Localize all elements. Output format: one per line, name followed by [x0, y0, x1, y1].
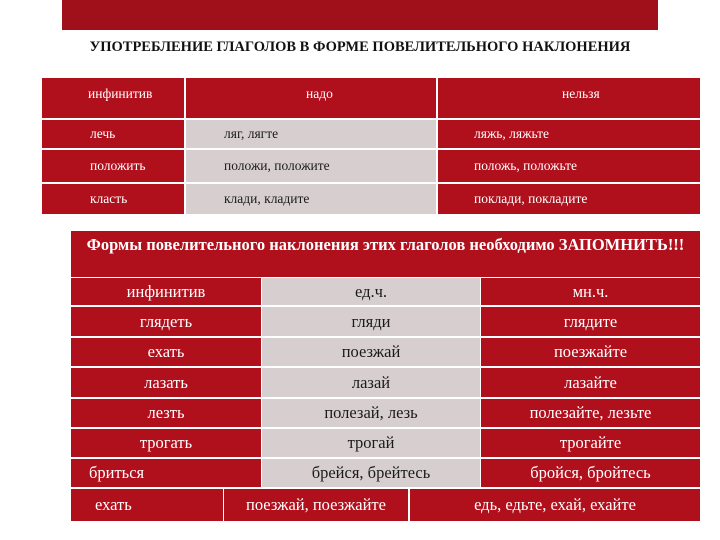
t2-cell-singular: поезжай [262, 338, 480, 366]
t2-cell-infinitive: бриться [71, 459, 261, 487]
t1-header-infinitive: инфинитив [42, 78, 184, 118]
t2-cell-singular: поезжай, поезжайте [224, 489, 408, 521]
t1-cell-infinitive: лечь [42, 120, 184, 148]
t1-cell-nelzya: поклади, покладите [438, 184, 700, 214]
t2-cell-plural: глядите [481, 307, 700, 336]
t2-header-memorize: Формы повелительного наклонения этих глаголов необходимо ЗАПОМНИТЬ!!! [71, 231, 700, 277]
t2-cell-plural: бройся, бройтесь [481, 459, 700, 487]
t2-cell-plural: полезайте, лезьте [481, 399, 700, 427]
top-banner [62, 0, 658, 30]
t2-cell-infinitive: ехать [71, 489, 223, 521]
t1-cell-infinitive: положить [42, 150, 184, 182]
t2-cell-singular: трогай [262, 429, 480, 457]
t2-cell-singular: гляди [262, 307, 480, 336]
t2-col-infinitive: инфинитив [71, 278, 261, 305]
t2-cell-infinitive: лезть [71, 399, 261, 427]
t2-cell-plural: поезжайте [481, 338, 700, 366]
t2-cell-plural: едь, едьте, ехай, ехайте [410, 489, 700, 521]
t1-cell-infinitive: класть [42, 184, 184, 214]
t1-header-nado: надо [186, 78, 436, 118]
t1-cell-nado: клади, кладите [186, 184, 436, 214]
page-title: УПОТРЕБЛЕНИЕ ГЛАГОЛОВ В ФОРМЕ ПОВЕЛИТЕЛЬНОГО НАКЛОНЕНИЯ [89, 39, 631, 55]
t2-cell-singular: лазай [262, 368, 480, 397]
t1-header-nelzya: нельзя [438, 78, 700, 118]
t2-cell-plural: трогайте [481, 429, 700, 457]
t2-col-plural: мн.ч. [481, 278, 700, 305]
t1-cell-nado: ляг, лягте [186, 120, 436, 148]
t2-cell-infinitive: глядеть [71, 307, 261, 336]
t2-col-singular: ед.ч. [262, 278, 480, 305]
t1-cell-nelzya: ляжь, ляжьте [438, 120, 700, 148]
t2-cell-infinitive: трогать [71, 429, 261, 457]
t2-cell-infinitive: лазать [71, 368, 261, 397]
t2-cell-infinitive: ехать [71, 338, 261, 366]
t1-cell-nado: положи, положите [186, 150, 436, 182]
t2-cell-singular: полезай, лезь [262, 399, 480, 427]
t2-cell-plural: лазайте [481, 368, 700, 397]
t2-cell-singular: брейся, брейтесь [262, 459, 480, 487]
t1-cell-nelzya: положь, положьте [438, 150, 700, 182]
